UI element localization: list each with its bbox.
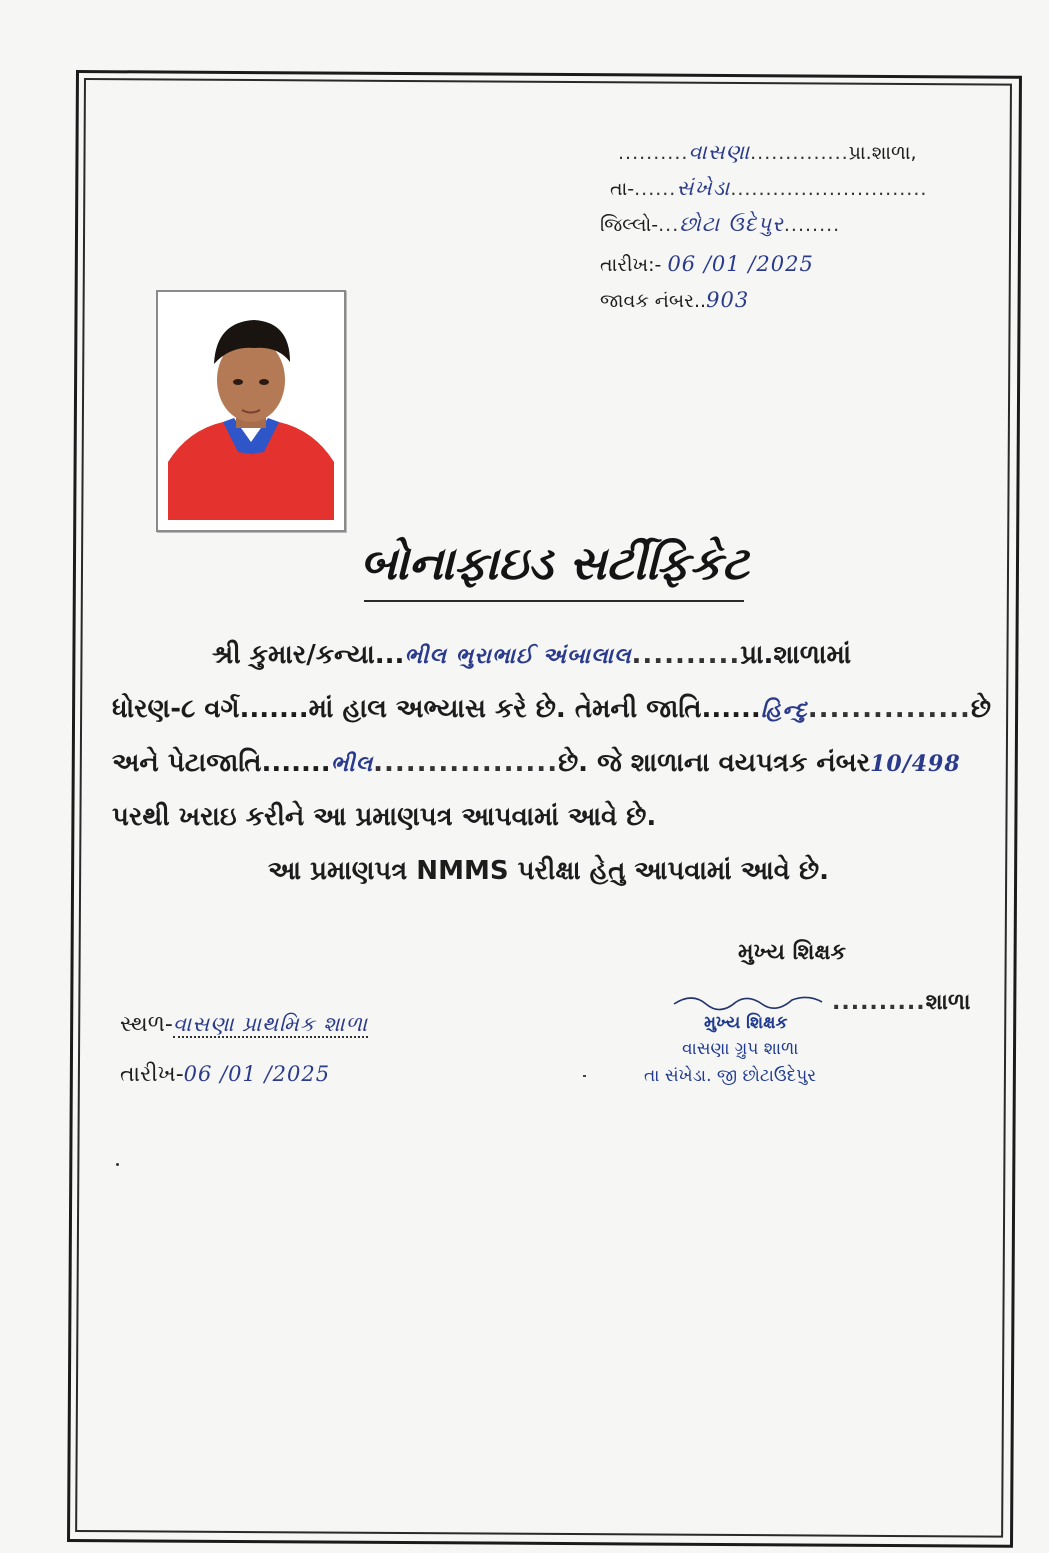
header-date-line [600,252,814,276]
student-photo-frame [156,290,346,532]
line2-prefix: ધોરણ-૮ વર્ગ.......માં હાલ અભ્યાસ કરે છે. તેમની જાતિ...... [112,694,761,724]
subcaste-handwritten: ભીલ [330,751,374,777]
body-line-1: શ્રી કુમાર/કન્યા...ભીલ ભુરાભાઈ અંબાલાલ..........પ્રા.શાળામાં [212,640,852,670]
paper-speck [116,1163,119,1166]
line3-prefix: અને પેટાજાતિ....... [112,748,331,778]
register-number-handwritten: 10/498 [870,751,961,777]
line1-prefix: શ્રી કુમાર/કન્યા... [212,640,405,670]
paper-mark [583,1075,586,1077]
stamp-line-2: વાસણા ગ્રુપ શાળા [682,1039,799,1059]
body-line-2: ધોરણ-૮ વર્ગ.......માં હાલ અભ્યાસ કરે છે. તેમની જાતિ......હિન્દુ...............છે [112,694,991,724]
place-line [120,1012,368,1037]
outward-handwritten: 903 [706,288,750,312]
principal-label: મુખ્ય શિક્ષક [738,940,847,965]
signature-school-line: ..........શાળા [832,990,971,1015]
caste-handwritten: હિન્દુ [760,697,808,723]
header-outward-line [600,288,749,312]
body-line-4: પરથી ખરાઇ કરીને આ પ્રમાણપત્ર આપવામાં આવે છે. [112,802,657,832]
footer-date-line [120,1062,330,1087]
taluka-label: તા- [610,178,635,200]
line1-suffix: પ્રા.શાળામાં [740,640,852,670]
student-name-handwritten: ભીલ ભુરાભાઈ અંબાલાલ [404,643,632,669]
header-date-handwritten: 06 /01 /2025 [667,252,814,276]
taluka-handwritten: સંખેડા [676,176,731,200]
header-taluka-line: તા-......સંખેડા............................ [610,176,928,200]
district-handwritten: છોટા ઉદેપુર [679,212,784,236]
district-label: જિલ્લો- [600,214,659,236]
footer-date-handwritten: 06 /01 /2025 [183,1062,331,1086]
school-name-handwritten: વાસણા [688,140,751,164]
title-underline [364,600,744,602]
school-suffix: પ્રા.શાળા, [848,142,917,164]
place-handwritten: વાસણા પ્રાથમિક શાળા [172,1012,369,1036]
stamp-line-3: તા સંખેડા. જી છોટાઉદેપુર [644,1066,817,1086]
student-photo [168,302,334,520]
signature-school-suffix: શાળા [925,990,971,1015]
header-school-line: ..........વાસણા..............પ્રા.શાળા, [618,140,917,164]
body-line-3: અને પેટાજાતિ.......ભીલ.................છે. જે શાળાના વયપત્રક નંબર10/498 [112,748,961,778]
stamp-line-1: મુખ્ય શિક્ષક [704,1013,788,1033]
outward-label: જાવક નંબર.. [600,290,707,312]
certificate-title: બોનાફાઇડ સર્ટીફિકેટ [360,536,749,590]
footer-date-label: તારીખ- [120,1062,184,1087]
header-district-line: જિલ્લો-...છોટા ઉદેપુર........ [600,212,841,236]
place-label: સ્થળ- [120,1012,173,1037]
body-line-5: આ પ્રમાણપત્ર NMMS પરીક્ષા હેતુ આપવામાં આવે છે. [268,856,830,886]
line3-mid: છે. જે શાળાના વયપત્રક નંબર [558,748,871,778]
line2-suffix: છે [970,694,991,724]
principal-signature [672,990,830,1012]
header-date-label: તારીખ:- [600,254,662,276]
